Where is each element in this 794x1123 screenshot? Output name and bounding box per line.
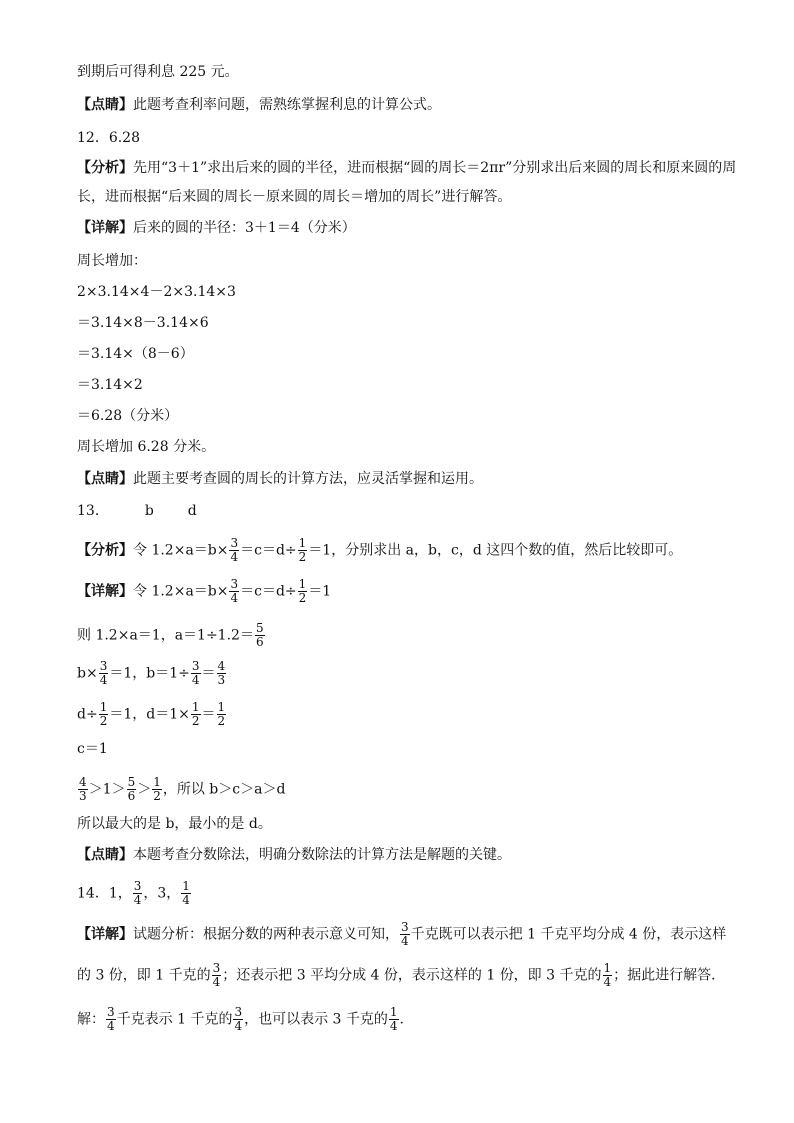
section-tag: 【详解】 xyxy=(77,926,133,943)
detail-line: 【详解】试题分析：根据分数的两种表示意义可知， $\frac{3}{4}$ 千克既可以表示把 1 千克平均分成 4 份，表示这样 xyxy=(77,920,727,948)
text-line: 所以最大的是 b，最小的是 d。 xyxy=(77,816,272,832)
section-tag: 【详解】 xyxy=(77,583,133,600)
comment-line: 【点睛】此题主要考查圆的周长的计算方法，应灵活掌握和运用。 xyxy=(77,471,483,487)
fraction: $\frac{5}{6}$ xyxy=(255,621,264,649)
text-line: 周长增加： xyxy=(77,253,147,269)
math-line: d÷ $\frac{1}{2}$ ＝1，d＝1× $\frac{1}{2}$ ＝ $\frac{1}{2}$ xyxy=(77,700,226,728)
fraction: $\frac{3}{4}$ xyxy=(212,961,221,989)
math-line: 2×3.14×4－2×3.14×3 xyxy=(77,284,236,300)
math-line: ＝6.28（分米） xyxy=(77,408,179,424)
question-number: 13． b d xyxy=(77,503,197,519)
question-number: 12．6.28 xyxy=(77,130,140,146)
math-line: 则 1.2×a＝1，a＝1÷1.2＝ $\frac{5}{6}$ xyxy=(77,621,264,649)
section-tag: 【分析】 xyxy=(77,160,133,176)
text-line: 到期后可得利息 225 元。 xyxy=(77,64,239,80)
section-tag: 【点睛】 xyxy=(77,97,133,113)
math-line: ＝3.14×2 xyxy=(77,377,143,393)
text-line: 的 3 份，即 1 千克的 $\frac{3}{4}$ ；还表示把 3 平均分成 4 份，表示这样的 1 份，即 3 千克的 $\frac{1}{4}$ ；据此进行解答． xyxy=(77,961,726,989)
math-line: c＝1 xyxy=(77,741,108,757)
fraction: $\frac{4}{3}$ xyxy=(217,659,226,687)
solution-line: 解： $\frac{3}{4}$ 千克表示 1 千克的 $\frac{3}{4}$ ，也可以表示 3 千克的 $\frac{1}{4}$ . xyxy=(77,1005,404,1033)
detail-line: 【详解】后来的圆的半径：3＋1＝4（分米） xyxy=(77,220,356,236)
fraction: $\frac{1}{2}$ xyxy=(99,700,108,728)
section-tag: 【分析】 xyxy=(77,542,133,559)
math-line: b× $\frac{3}{4}$ ＝1，b＝1÷ $\frac{3}{4}$ ＝ $\frac{4}{3}$ xyxy=(77,659,226,687)
fraction: $\frac{1}{2}$ xyxy=(298,536,307,564)
analysis-line: 【分析】令 1.2×a＝b× $\frac{3}{4}$ ＝c＝d÷ $\frac{1}{2}$ ＝1，分别求出 a，b，c，d 这四个数的值，然后比较即可。 xyxy=(77,536,683,564)
comment-line: 【点睛】本题考查分数除法，明确分数除法的计算方法是解题的关键。 xyxy=(77,847,511,863)
fraction: $\frac{4}{3}$ xyxy=(79,775,87,803)
fraction: $\frac{3}{4}$ xyxy=(230,536,239,564)
fraction: $\frac{3}{4}$ xyxy=(99,659,108,687)
section-tag: 【详解】 xyxy=(77,220,133,236)
fraction: $\frac{1}{4}$ xyxy=(603,961,612,989)
fraction: $\frac{3}{4}$ xyxy=(133,879,142,907)
text-line: 长，进而根据“后来圆的周长－原来圆的周长＝增加的周长”进行解答。 xyxy=(77,189,512,205)
fraction: $\frac{3}{4}$ xyxy=(234,1005,243,1033)
question-number: 14．1， $\frac{3}{4}$ ，3， $\frac{1}{4}$ xyxy=(77,879,190,907)
fraction: $\frac{3}{4}$ xyxy=(107,1005,115,1033)
section-tag: 【点睛】 xyxy=(77,471,133,487)
fraction: $\frac{1}{4}$ xyxy=(182,879,190,907)
math-line: ＝3.14×（8－6） xyxy=(77,346,194,362)
fraction: $\frac{1}{2}$ xyxy=(298,577,307,605)
fraction: $\frac{1}{2}$ xyxy=(217,700,226,728)
fraction: $\frac{3}{4}$ xyxy=(191,659,200,687)
fraction: $\frac{1}{2}$ xyxy=(191,700,200,728)
section-tag: 【点睛】 xyxy=(77,847,133,863)
fraction: $\frac{3}{4}$ xyxy=(230,577,239,605)
fraction: $\frac{3}{4}$ xyxy=(401,920,409,948)
fraction: $\frac{5}{6}$ xyxy=(127,775,136,803)
fraction: $\frac{1}{2}$ xyxy=(153,775,161,803)
text-line: 周长增加 6.28 分米。 xyxy=(77,439,216,455)
comment-line: 【点睛】此题考查利率问题，需熟练掌握利息的计算公式。 xyxy=(77,97,441,113)
math-line: ＝3.14×8－3.14×6 xyxy=(77,315,209,331)
fraction: $\frac{1}{4}$ xyxy=(389,1005,398,1033)
analysis-line: 【分析】先用“3＋1”求出后来的圆的半径，进而根据“圆的周长＝2πr”分别求出后来圆的周长和原来圆的周 xyxy=(77,160,737,176)
detail-line: 【详解】令 1.2×a＝b× $\frac{3}{4}$ ＝c＝d÷ $\frac{1}{2}$ ＝1 xyxy=(77,577,332,605)
math-line: $\frac{4}{3}$ ＞1＞ $\frac{5}{6}$ ＞ $\frac{1}{2}$ ，所以 b＞c＞a＞d xyxy=(79,775,286,803)
